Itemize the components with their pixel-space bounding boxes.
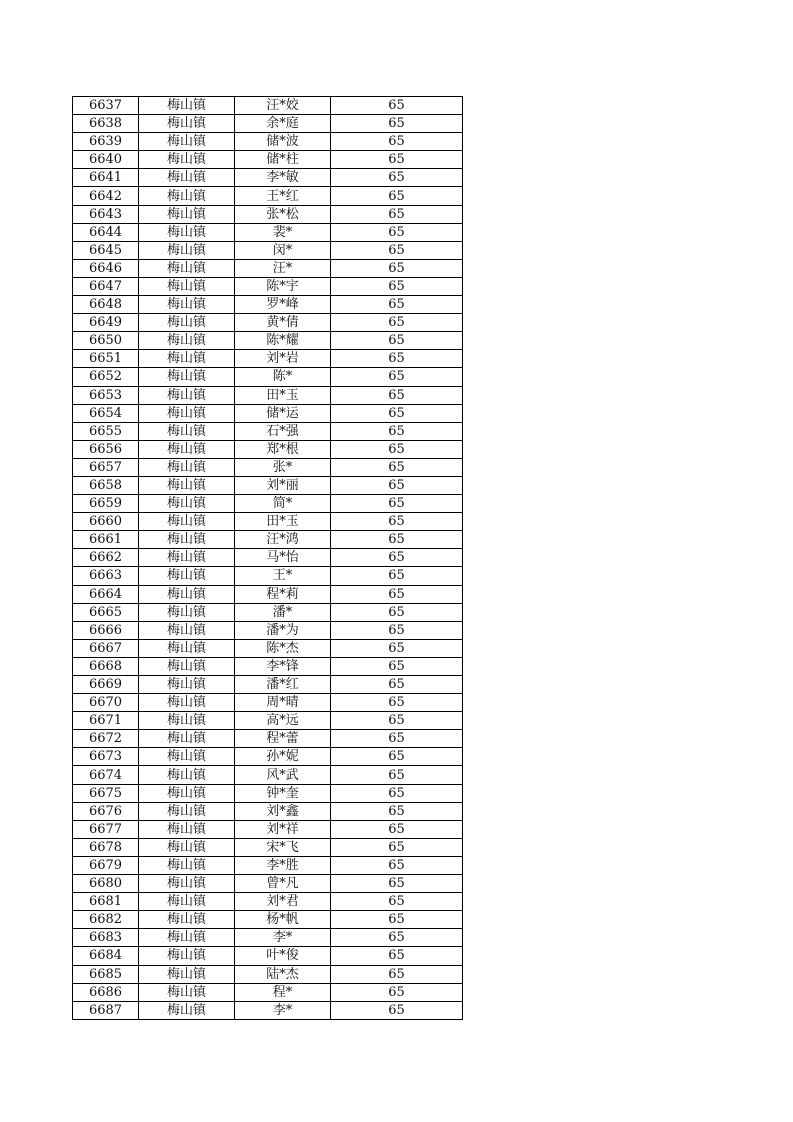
amount-cell: 65 — [331, 386, 463, 404]
town-cell: 梅山镇 — [139, 133, 235, 151]
row-number-cell: 6651 — [73, 350, 139, 368]
name-cell: 余*庭 — [235, 115, 331, 133]
row-number-cell: 6673 — [73, 748, 139, 766]
row-number-cell: 6647 — [73, 277, 139, 295]
table-row — [73, 694, 463, 712]
name-cell: 高*远 — [235, 712, 331, 730]
amount-cell: 65 — [331, 784, 463, 802]
town-cell: 梅山镇 — [139, 531, 235, 549]
row-number-cell: 6643 — [73, 205, 139, 223]
town-cell: 梅山镇 — [139, 983, 235, 1001]
table-row — [73, 603, 463, 621]
amount-cell: 65 — [331, 133, 463, 151]
table-row — [73, 621, 463, 639]
name-cell: 曾*凡 — [235, 875, 331, 893]
name-cell: 张*松 — [235, 205, 331, 223]
row-number-cell: 6646 — [73, 259, 139, 277]
town-cell: 梅山镇 — [139, 332, 235, 350]
amount-cell: 65 — [331, 422, 463, 440]
town-cell: 梅山镇 — [139, 730, 235, 748]
table-row — [73, 856, 463, 874]
amount-cell: 65 — [331, 187, 463, 205]
amount-cell: 65 — [331, 838, 463, 856]
name-cell: 储*波 — [235, 133, 331, 151]
town-cell: 梅山镇 — [139, 639, 235, 657]
table-row — [73, 567, 463, 585]
name-cell: 钟*奎 — [235, 784, 331, 802]
amount-cell: 65 — [331, 549, 463, 567]
table-row — [73, 657, 463, 675]
town-cell: 梅山镇 — [139, 513, 235, 531]
row-number-cell: 6638 — [73, 115, 139, 133]
town-cell: 梅山镇 — [139, 495, 235, 513]
table-row — [73, 820, 463, 838]
amount-cell: 65 — [331, 458, 463, 476]
table-row — [73, 97, 463, 115]
amount-cell: 65 — [331, 639, 463, 657]
town-cell: 梅山镇 — [139, 893, 235, 911]
amount-cell: 65 — [331, 350, 463, 368]
amount-cell: 65 — [331, 296, 463, 314]
name-cell: 田*玉 — [235, 386, 331, 404]
table-row — [73, 115, 463, 133]
table-row — [73, 440, 463, 458]
row-number-cell: 6648 — [73, 296, 139, 314]
table-row — [73, 585, 463, 603]
row-number-cell: 6687 — [73, 1001, 139, 1019]
amount-cell: 65 — [331, 947, 463, 965]
table-row — [73, 332, 463, 350]
name-cell: 孙*妮 — [235, 748, 331, 766]
name-cell: 刘*君 — [235, 893, 331, 911]
name-cell: 刘*鑫 — [235, 802, 331, 820]
town-cell: 梅山镇 — [139, 1001, 235, 1019]
amount-cell: 65 — [331, 676, 463, 694]
row-number-cell: 6657 — [73, 458, 139, 476]
row-number-cell: 6660 — [73, 513, 139, 531]
row-number-cell: 6664 — [73, 585, 139, 603]
town-cell: 梅山镇 — [139, 368, 235, 386]
table-row — [73, 893, 463, 911]
name-cell: 裴* — [235, 223, 331, 241]
row-number-cell: 6656 — [73, 440, 139, 458]
amount-cell: 65 — [331, 332, 463, 350]
amount-cell: 65 — [331, 169, 463, 187]
table-row — [73, 1001, 463, 1019]
town-cell: 梅山镇 — [139, 820, 235, 838]
town-cell: 梅山镇 — [139, 97, 235, 115]
row-number-cell: 6683 — [73, 929, 139, 947]
row-number-cell: 6659 — [73, 495, 139, 513]
table-row — [73, 404, 463, 422]
town-cell: 梅山镇 — [139, 766, 235, 784]
amount-cell: 65 — [331, 97, 463, 115]
row-number-cell: 6637 — [73, 97, 139, 115]
amount-cell: 65 — [331, 875, 463, 893]
town-cell: 梅山镇 — [139, 838, 235, 856]
table-row — [73, 875, 463, 893]
table-row — [73, 784, 463, 802]
name-cell: 汪*姣 — [235, 97, 331, 115]
amount-cell: 65 — [331, 712, 463, 730]
town-cell: 梅山镇 — [139, 929, 235, 947]
town-cell: 梅山镇 — [139, 169, 235, 187]
amount-cell: 65 — [331, 531, 463, 549]
row-number-cell: 6640 — [73, 151, 139, 169]
town-cell: 梅山镇 — [139, 440, 235, 458]
name-cell: 程*莉 — [235, 585, 331, 603]
town-cell: 梅山镇 — [139, 657, 235, 675]
name-cell: 宋*飞 — [235, 838, 331, 856]
table-row — [73, 350, 463, 368]
town-cell: 梅山镇 — [139, 241, 235, 259]
row-number-cell: 6671 — [73, 712, 139, 730]
table-row — [73, 205, 463, 223]
name-cell: 陈*耀 — [235, 332, 331, 350]
row-number-cell: 6667 — [73, 639, 139, 657]
town-cell: 梅山镇 — [139, 404, 235, 422]
name-cell: 陈* — [235, 368, 331, 386]
row-number-cell: 6678 — [73, 838, 139, 856]
table-row — [73, 223, 463, 241]
name-cell: 李*锋 — [235, 657, 331, 675]
amount-cell: 65 — [331, 476, 463, 494]
row-number-cell: 6661 — [73, 531, 139, 549]
row-number-cell: 6642 — [73, 187, 139, 205]
name-cell: 陆*杰 — [235, 965, 331, 983]
row-number-cell: 6677 — [73, 820, 139, 838]
name-cell: 潘*为 — [235, 621, 331, 639]
amount-cell: 65 — [331, 585, 463, 603]
name-cell: 储*运 — [235, 404, 331, 422]
row-number-cell: 6674 — [73, 766, 139, 784]
table-row — [73, 495, 463, 513]
amount-cell: 65 — [331, 241, 463, 259]
town-cell: 梅山镇 — [139, 187, 235, 205]
amount-cell: 65 — [331, 513, 463, 531]
name-cell: 闵* — [235, 241, 331, 259]
name-cell: 陈*宇 — [235, 277, 331, 295]
amount-cell: 65 — [331, 259, 463, 277]
amount-cell: 65 — [331, 911, 463, 929]
town-cell: 梅山镇 — [139, 694, 235, 712]
town-cell: 梅山镇 — [139, 947, 235, 965]
name-cell: 储*柱 — [235, 151, 331, 169]
table-row — [73, 838, 463, 856]
amount-cell: 65 — [331, 440, 463, 458]
row-number-cell: 6666 — [73, 621, 139, 639]
name-cell: 刘*岩 — [235, 350, 331, 368]
amount-cell: 65 — [331, 856, 463, 874]
table-row — [73, 730, 463, 748]
amount-cell: 65 — [331, 748, 463, 766]
amount-cell: 65 — [331, 694, 463, 712]
table-row — [73, 947, 463, 965]
amount-cell: 65 — [331, 657, 463, 675]
row-number-cell: 6658 — [73, 476, 139, 494]
town-cell: 梅山镇 — [139, 856, 235, 874]
town-cell: 梅山镇 — [139, 911, 235, 929]
name-cell: 程*蕾 — [235, 730, 331, 748]
row-number-cell: 6644 — [73, 223, 139, 241]
amount-cell: 65 — [331, 766, 463, 784]
town-cell: 梅山镇 — [139, 350, 235, 368]
row-number-cell: 6645 — [73, 241, 139, 259]
name-cell: 黄*倩 — [235, 314, 331, 332]
town-cell: 梅山镇 — [139, 676, 235, 694]
row-number-cell: 6672 — [73, 730, 139, 748]
amount-cell: 65 — [331, 621, 463, 639]
row-number-cell: 6654 — [73, 404, 139, 422]
town-cell: 梅山镇 — [139, 314, 235, 332]
row-number-cell: 6652 — [73, 368, 139, 386]
town-cell: 梅山镇 — [139, 422, 235, 440]
table-row — [73, 802, 463, 820]
name-cell: 李*胜 — [235, 856, 331, 874]
name-cell: 王*红 — [235, 187, 331, 205]
row-number-cell: 6679 — [73, 856, 139, 874]
town-cell: 梅山镇 — [139, 621, 235, 639]
name-cell: 叶*俊 — [235, 947, 331, 965]
row-number-cell: 6681 — [73, 893, 139, 911]
row-number-cell: 6663 — [73, 567, 139, 585]
name-cell: 杨*帆 — [235, 911, 331, 929]
table-row — [73, 549, 463, 567]
table-row — [73, 458, 463, 476]
name-cell: 郑*根 — [235, 440, 331, 458]
town-cell: 梅山镇 — [139, 585, 235, 603]
table-row — [73, 965, 463, 983]
row-number-cell: 6655 — [73, 422, 139, 440]
amount-cell: 65 — [331, 983, 463, 1001]
amount-cell: 65 — [331, 151, 463, 169]
name-cell: 程* — [235, 983, 331, 1001]
table-row — [73, 422, 463, 440]
row-number-cell: 6641 — [73, 169, 139, 187]
row-number-cell: 6649 — [73, 314, 139, 332]
town-cell: 梅山镇 — [139, 205, 235, 223]
row-number-cell: 6686 — [73, 983, 139, 1001]
row-number-cell: 6670 — [73, 694, 139, 712]
amount-cell: 65 — [331, 314, 463, 332]
name-cell: 汪* — [235, 259, 331, 277]
amount-cell: 65 — [331, 567, 463, 585]
table-row — [73, 277, 463, 295]
name-cell: 刘*祥 — [235, 820, 331, 838]
row-number-cell: 6682 — [73, 911, 139, 929]
town-cell: 梅山镇 — [139, 223, 235, 241]
town-cell: 梅山镇 — [139, 712, 235, 730]
town-cell: 梅山镇 — [139, 603, 235, 621]
table-row — [73, 187, 463, 205]
amount-cell: 65 — [331, 802, 463, 820]
name-cell: 李* — [235, 1001, 331, 1019]
name-cell: 张* — [235, 458, 331, 476]
name-cell: 潘* — [235, 603, 331, 621]
row-number-cell: 6650 — [73, 332, 139, 350]
row-number-cell: 6669 — [73, 676, 139, 694]
amount-cell: 65 — [331, 929, 463, 947]
amount-cell: 65 — [331, 404, 463, 422]
table-row — [73, 676, 463, 694]
table-row — [73, 639, 463, 657]
row-number-cell: 6668 — [73, 657, 139, 675]
amount-cell: 65 — [331, 368, 463, 386]
table-row — [73, 983, 463, 1001]
name-cell: 潘*红 — [235, 676, 331, 694]
table-row — [73, 296, 463, 314]
town-cell: 梅山镇 — [139, 259, 235, 277]
name-cell: 周*晴 — [235, 694, 331, 712]
amount-cell: 65 — [331, 223, 463, 241]
town-cell: 梅山镇 — [139, 748, 235, 766]
table-row — [73, 386, 463, 404]
amount-cell: 65 — [331, 115, 463, 133]
town-cell: 梅山镇 — [139, 386, 235, 404]
table-row — [73, 911, 463, 929]
data-table — [72, 96, 463, 1020]
amount-cell: 65 — [331, 893, 463, 911]
town-cell: 梅山镇 — [139, 476, 235, 494]
name-cell: 简* — [235, 495, 331, 513]
row-number-cell: 6639 — [73, 133, 139, 151]
town-cell: 梅山镇 — [139, 296, 235, 314]
table-row — [73, 929, 463, 947]
table-row — [73, 133, 463, 151]
name-cell: 刘*丽 — [235, 476, 331, 494]
amount-cell: 65 — [331, 277, 463, 295]
town-cell: 梅山镇 — [139, 549, 235, 567]
name-cell: 陈*杰 — [235, 639, 331, 657]
name-cell: 石*强 — [235, 422, 331, 440]
row-number-cell: 6684 — [73, 947, 139, 965]
table-row — [73, 712, 463, 730]
table-row — [73, 241, 463, 259]
town-cell: 梅山镇 — [139, 784, 235, 802]
name-cell: 李* — [235, 929, 331, 947]
name-cell: 田*玉 — [235, 513, 331, 531]
table-row — [73, 314, 463, 332]
name-cell: 汪*鸿 — [235, 531, 331, 549]
town-cell: 梅山镇 — [139, 965, 235, 983]
table-row — [73, 368, 463, 386]
table-body — [73, 97, 463, 1020]
row-number-cell: 6685 — [73, 965, 139, 983]
table-row — [73, 476, 463, 494]
table-row — [73, 766, 463, 784]
town-cell: 梅山镇 — [139, 277, 235, 295]
table-row — [73, 531, 463, 549]
amount-cell: 65 — [331, 205, 463, 223]
row-number-cell: 6675 — [73, 784, 139, 802]
amount-cell: 65 — [331, 730, 463, 748]
amount-cell: 65 — [331, 1001, 463, 1019]
name-cell: 王* — [235, 567, 331, 585]
row-number-cell: 6680 — [73, 875, 139, 893]
amount-cell: 65 — [331, 965, 463, 983]
town-cell: 梅山镇 — [139, 802, 235, 820]
table-row — [73, 151, 463, 169]
name-cell: 风*武 — [235, 766, 331, 784]
row-number-cell: 6676 — [73, 802, 139, 820]
table-row — [73, 513, 463, 531]
town-cell: 梅山镇 — [139, 115, 235, 133]
town-cell: 梅山镇 — [139, 567, 235, 585]
table-row — [73, 259, 463, 277]
amount-cell: 65 — [331, 495, 463, 513]
row-number-cell: 6662 — [73, 549, 139, 567]
amount-cell: 65 — [331, 820, 463, 838]
name-cell: 李*敏 — [235, 169, 331, 187]
name-cell: 罗*峰 — [235, 296, 331, 314]
row-number-cell: 6653 — [73, 386, 139, 404]
row-number-cell: 6665 — [73, 603, 139, 621]
town-cell: 梅山镇 — [139, 458, 235, 476]
town-cell: 梅山镇 — [139, 875, 235, 893]
table-row — [73, 748, 463, 766]
name-cell: 马*怡 — [235, 549, 331, 567]
town-cell: 梅山镇 — [139, 151, 235, 169]
amount-cell: 65 — [331, 603, 463, 621]
table-row — [73, 169, 463, 187]
